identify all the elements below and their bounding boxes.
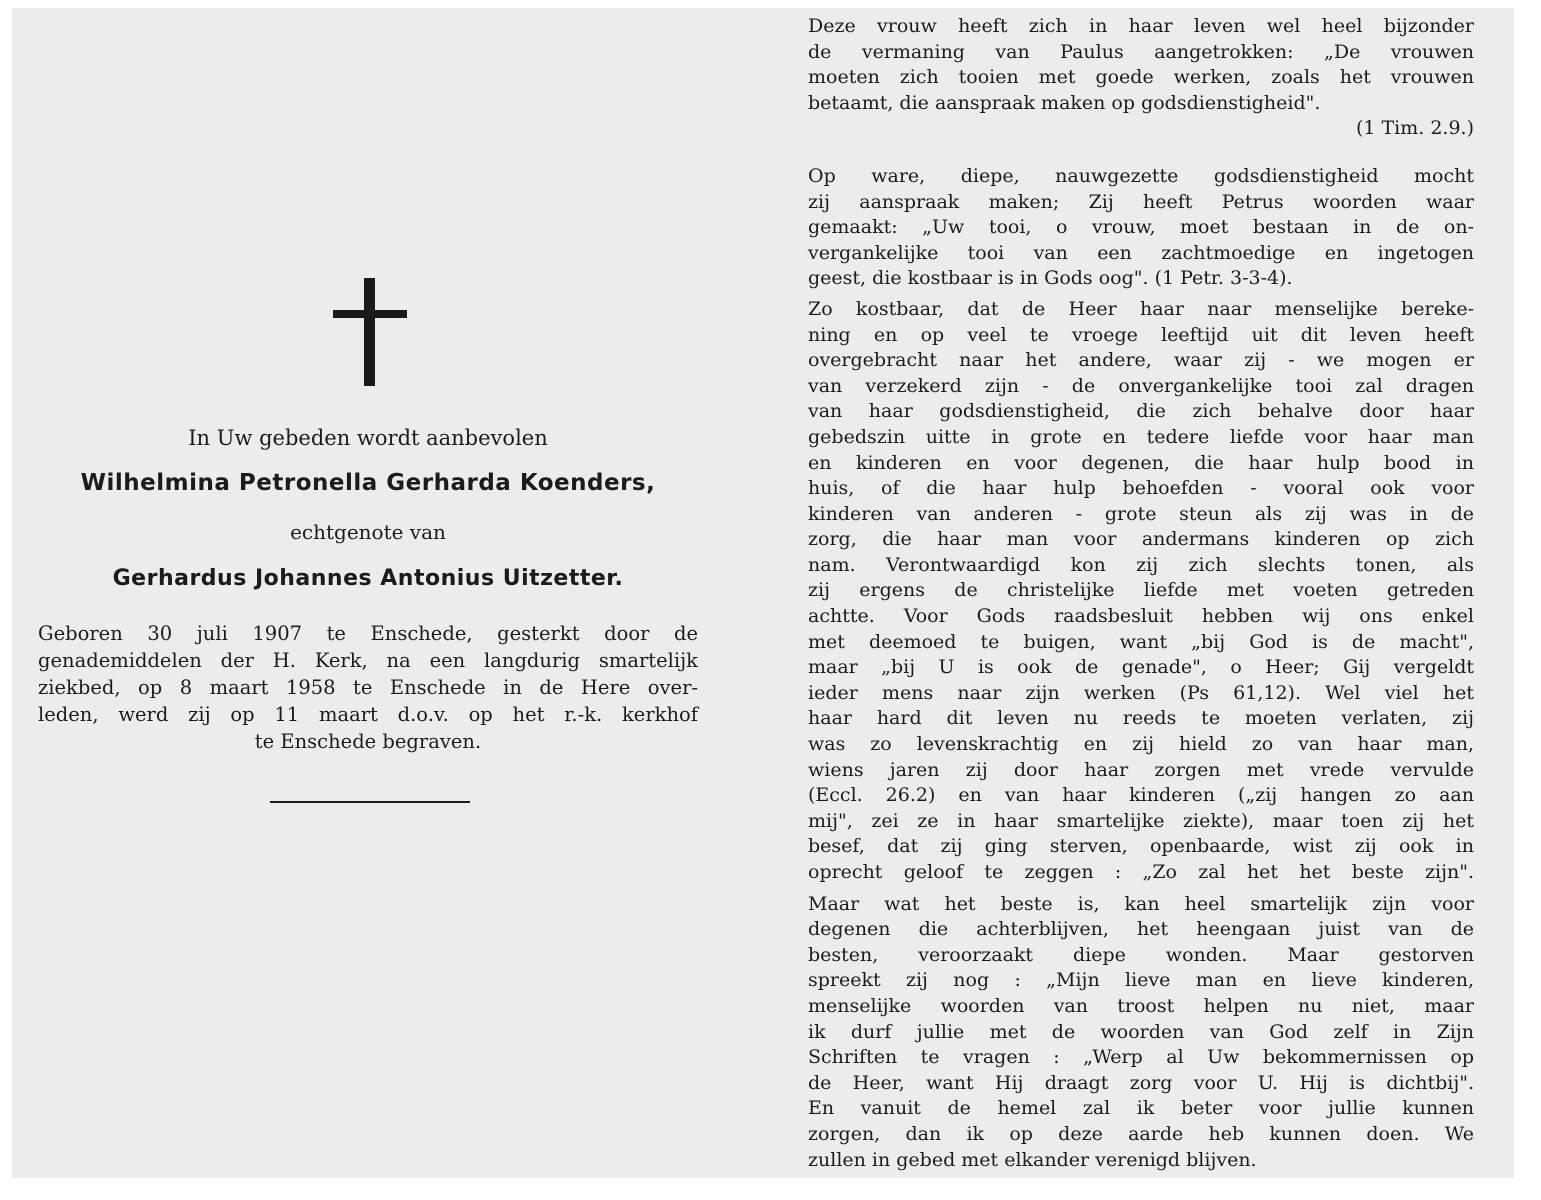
text-line: nam. Verontwaardigd kon zij zich slechts tonen, als	[808, 553, 1474, 576]
paragraph-kostbaar	[808, 297, 1474, 886]
bio-line: Geboren 30 juli 1907 te Enschede, gesterkt door de	[38, 622, 698, 645]
text-line: wiens jaren zij door haar zorgen met vrede vervulde	[808, 758, 1474, 781]
text-line: En vanuit de hemel zal ik beter voor jullie kunnen	[808, 1097, 1474, 1120]
paragraph-paulus	[808, 14, 1474, 142]
text-line: maar „bij U is ook de genade", o Heer; Gij vergeldt	[808, 656, 1474, 679]
text-line: Deze vrouw heeft zich in haar leven wel heel bijzonder	[808, 15, 1474, 37]
right-panel	[808, 14, 1474, 1173]
text-line: achtte. Voor Gods raadsbesluit hebben wij ons enkel	[808, 605, 1474, 628]
bio-line: leden, werd zij op 11 maart d.o.v. op het r.-k. kerkhof	[38, 703, 698, 726]
text-line: Maar wat het beste is, kan heel smartelijk zijn voor	[808, 892, 1474, 915]
cross-icon	[333, 278, 407, 386]
text-line: huis, of die haar hulp behoefden - vooral ook voor	[808, 477, 1474, 500]
left-panel	[12, 8, 752, 1178]
text-line: moeten zich tooien met goede werken, zoals het vrouwen	[808, 66, 1474, 89]
bio-line: genademiddelen der H. Kerk, na een langdurig smartelijk	[38, 649, 698, 672]
intro-text: In Uw gebeden wordt aanbevolen	[188, 426, 548, 450]
text-line: spreekt zij nog : „Mijn lieve man en lieve kinderen,	[808, 969, 1474, 992]
text-line: Schriften te vragen : „Werp al Uw bekommernissen op	[808, 1046, 1474, 1069]
bio-line: ziekbed, op 8 maart 1958 te Enschede in de Here over-	[38, 676, 698, 699]
text-line: zij ergens de christelijke liefde met voeten getreden	[808, 579, 1474, 602]
text-line: was zo levenskrachtig en zij hield zo van haar man,	[808, 733, 1474, 756]
text-line: mij", zei ze in haar smartelijke ziekte), maar toen zij het	[808, 809, 1474, 832]
text-line: besef, dat zij ging sterven, openbaarde, wist zij ook in	[808, 835, 1474, 858]
text-line: besten, veroorzaakt diepe wonden. Maar gestorven	[808, 943, 1474, 966]
text-line: ieder mens naar zijn werken (Ps 61,12). Wel viel het	[808, 681, 1474, 704]
spouse-name: Gerhardus Johannes Antonius Uitzetter.	[112, 566, 624, 591]
text-line: met deemoed te buigen, want „bij God is de macht",	[808, 630, 1474, 653]
paragraph-petrus	[808, 164, 1474, 292]
divider-rule	[270, 801, 470, 803]
paragraph-afscheid	[808, 892, 1474, 1174]
bio-line: te Enschede begraven.	[254, 730, 482, 753]
text-line: van haar godsdienstigheid, die zich behalve door haar	[808, 400, 1474, 423]
text-line: ik durf jullie met de woorden van God zelf in Zijn	[808, 1020, 1474, 1043]
text-line: van verzekerd zijn - de onvergankelijke tooi zal dragen	[808, 374, 1474, 397]
text-line: vergankelijke tooi van een zachtmoedige en ingetogen	[808, 241, 1474, 264]
text-line: geest, die kostbaar is in Gods oog". (1 Petr. 3-3-4).	[808, 267, 1293, 290]
text-line: zorgen, dan ik op deze aarde heb kunnen doen. We	[808, 1122, 1474, 1145]
text-line: zullen in gebed met elkander verenigd blijven.	[808, 1148, 1257, 1171]
text-line: overgebracht naar het andere, waar zij - we mogen er	[808, 349, 1474, 372]
text-line: gebedszin uitte in grote en tedere liefde voor haar man	[808, 425, 1474, 448]
memorial-card	[12, 8, 1514, 1178]
text-line: Zo kostbaar, dat de Heer haar naar menselijke bereke-	[808, 297, 1474, 320]
text-line: Op ware, diepe, nauwgezette godsdienstigheid mocht	[808, 164, 1474, 187]
text-line: (Eccl. 26.2) en van haar kinderen („zij hangen zo aan	[808, 784, 1474, 807]
text-line: betaamt, die aanspraak maken op godsdienstigheid".	[808, 91, 1321, 114]
text-line: degenen die achterblijven, het heengaan juist van de	[808, 918, 1474, 941]
text-line: en kinderen en voor degenen, die haar hulp bood in	[808, 451, 1474, 474]
text-line: zij aanspraak maken; Zij heeft Petrus woorden waar	[808, 190, 1474, 213]
citation: (1 Tim. 2.9.)	[1355, 117, 1474, 140]
text-line: menselijke woorden van troost helpen nu niet, maar	[808, 994, 1474, 1017]
text-line: gemaakt: „Uw tooi, o vrouw, moet bestaan in de on-	[808, 216, 1474, 239]
deceased-name: Wilhelmina Petronella Gerharda Koenders,	[80, 470, 656, 496]
text-line: ning en op veel te vroege leeftijd uit dit leven heeft	[808, 323, 1474, 346]
text-line: haar hard dit leven nu reeds te moeten verlaten, zij	[808, 707, 1474, 730]
text-line: de vermaning van Paulus aangetrokken: „De vrouwen	[808, 40, 1474, 63]
text-line: kinderen van anderen - grote steun als zij was in de	[808, 502, 1474, 525]
biography	[38, 620, 698, 755]
text-line: de Heer, want Hij draagt zorg voor U. Hij is dichtbij".	[808, 1071, 1474, 1094]
text-line: zorg, die haar man voor andermans kinderen op zich	[808, 528, 1474, 551]
spouse-intro: echtgenote van	[290, 520, 446, 544]
text-line: oprecht geloof te zeggen : „Zo zal het het beste zijn".	[808, 861, 1474, 883]
